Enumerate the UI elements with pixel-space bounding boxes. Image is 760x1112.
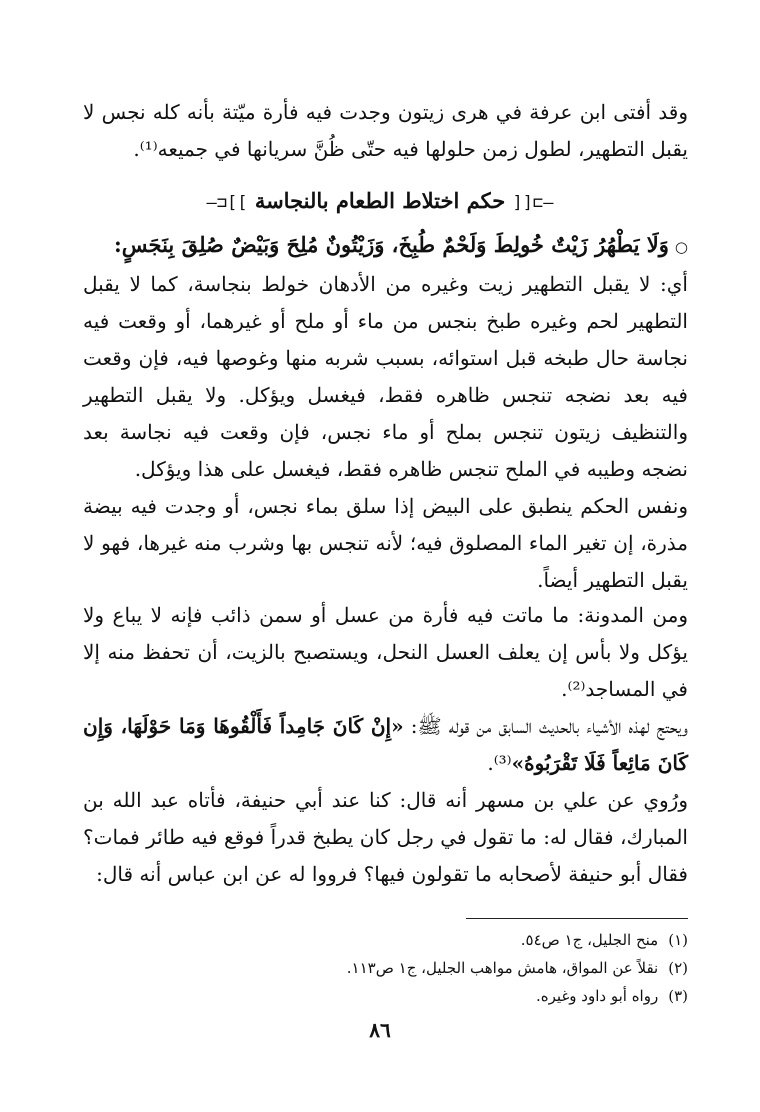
footnote-divider [466,918,688,919]
footnote-number: (١) [668,931,688,949]
paragraph-eggs: ونفس الحكم ينطبق على البيض إذا سلق بماء نجس، أو وجدت فيه بيضة مذرة، إن تغير الماء المصلوق فيه؛ لأنه تنجس بها وشرب منه غيرها، فهو لا يقبل التطهير أيضاً. [83,494,688,592]
footnote-1 [83,926,688,954]
heading-ornament-right: —⊐[[ [512,193,554,213]
paragraph-fatwa-ibn-arafa: وقد أفتى ابن عرفة في هرى زيتون وجدت فيه فأرة ميّتة بأنه كله نجس لا يقبل التطهير، لطول زمن حلولها فيه حتّى ظُنَّ سريانها في جميعه⁽¹⁾. [83,100,688,161]
hadith-footnote-ref: ⁽³⁾. [487,751,512,775]
page-number: ٨٦ [369,1018,391,1042]
footnote-text: منح الجليل، ج١ ص٥٤. [520,931,659,949]
heading-ornament-left: ]]⊏— [206,193,248,213]
hadith-quote: «إِنْ كَانَ جَامِداً فَأَلْقُوهَا وَمَا حَوْلَهَا، وَإِن كَانَ مَائِعاً فَلَا تَقْرَبُوهُ» [83,714,688,775]
hadith-intro: ويحتج لهذه الأشياء بالحديث السابق من قوله ﷺ: [403,714,688,738]
matn-verse [83,228,688,264]
footnote-text: نقلاً عن المواق، هامش مواهب الجليل، ج١ ص١١٣. [346,959,659,977]
footnotes [83,926,688,1010]
footnote-2 [83,954,688,982]
paragraph-mudawwana: ومن المدونة: ما ماتت فيه فأرة من عسل أو سمن ذائب فإنه لا يباع ولا يؤكل ولا بأس إن يعلف العسل النحل، ويستصبح بالزيت، أن تحفظ منه إلا في المساجد⁽²⁾. [83,603,688,701]
footnote-number: (٢) [668,959,688,977]
paragraph-explanation: أي: لا يقبل التطهير زيت وغيره من الأدهان خولط بنجاسة، كما لا يقبل التطهير لحم وغيره طبخ بنجس من ماء أو ملح أو غيرهما، أو وقعت فيه نجاسة حال طبخه قبل استوائه، بسبب شربه منها وغوصها فيه، فإن وقعت فيه بعد نضجه تنجس ظاهره فقط، فيغسل ويؤكل. ولا يقبل التطهير والتنظيف زيتون تنجس بملح أو ماء نجس، فإن وقعت فيه نجاسة بعد نضجه وطيبه في الملح تنجس ظاهره فقط، فيغسل على هذا ويؤكل. [83,272,688,481]
footnote-3 [83,982,688,1010]
section-heading [0,186,760,218]
footnote-number: (٣) [668,987,688,1005]
matn-text: وَلَا يَطْهُرُ زَيْتٌ خُولِطَ وَلَحْمٌ طُبِخَ، وَزَيْتُونٌ مُلِحَ وَبَيْضٌ صُلِقَ بِنَجَسٍ: [114,232,669,257]
paragraph-hadith [83,708,688,782]
heading-title: حكم اختلاط الطعام بالنجاسة [254,188,506,213]
paragraph-abu-hanifa: ورُوي عن علي بن مسهر أنه قال: كنا عند أبي حنيفة، فأتاه عبد الله بن المبارك، فقال له: ما تقول في رجل كان يطبخ قدراً فوقع فيه طائر فمات؟ فقال أبو حنيفة لأصحابه ما تقولون فيها؟ فرووا له عن ابن عباس أنه قال: [83,788,688,886]
circle-marker-icon: ○ [674,238,688,256]
footnote-text: رواه أبو داود وغيره. [536,987,659,1005]
